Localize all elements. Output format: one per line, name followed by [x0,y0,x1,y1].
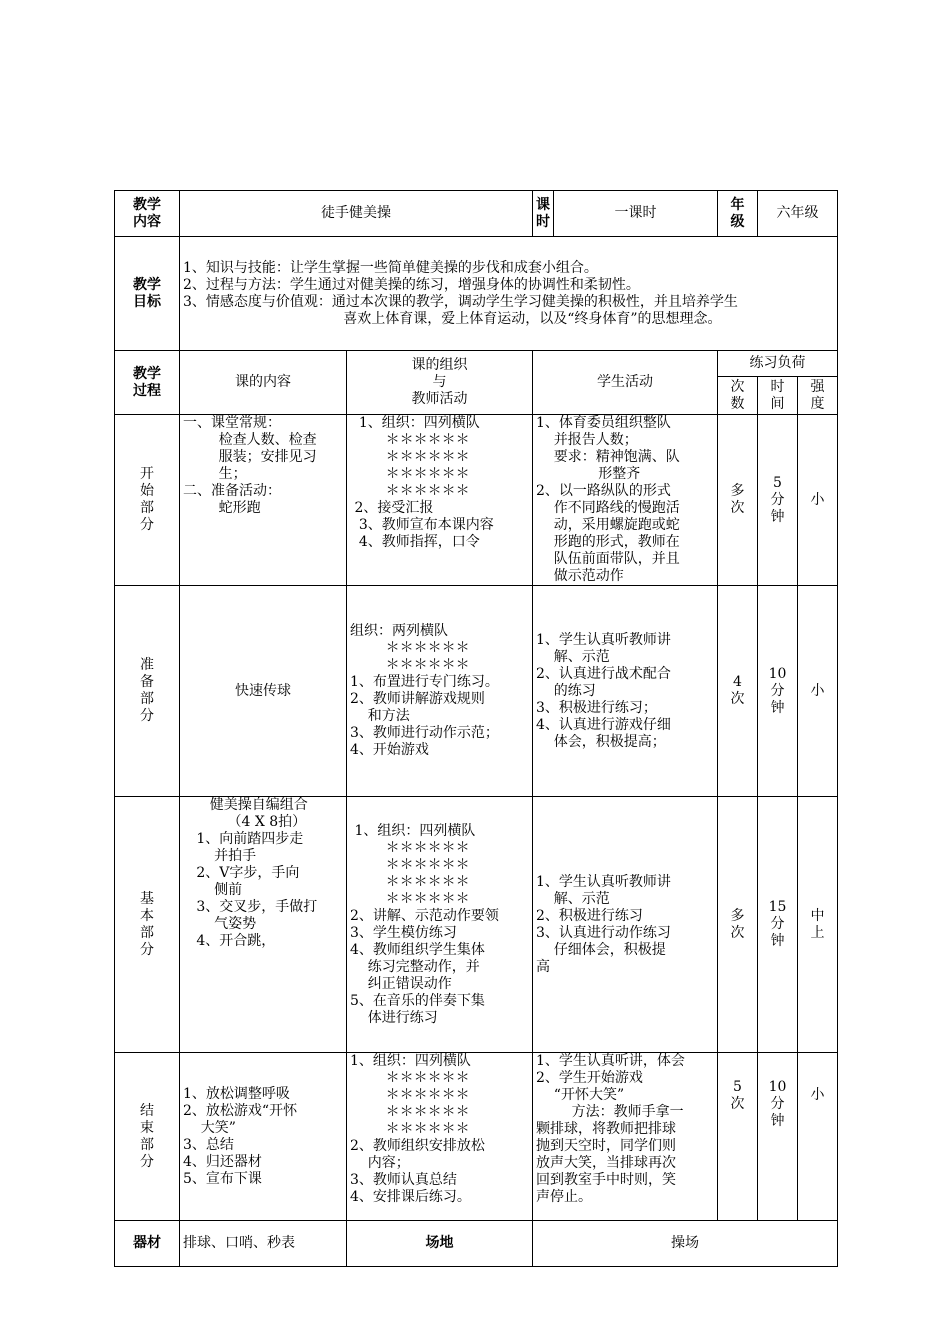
section-student: 1、体育委员组织整队 并报告人数； 要求：精神饱满、队 形整齐 2、以一路纵队的形式 作不同路线的慢跑活 动，采用螺旋跑或蛇 形跑的形式，教师在 队伍前面带队，并且 做示范动作 [533,415,718,586]
goal-line: 1、知识与技能：让学生掌握一些简单健美操的步伐和成套小组合。 [183,259,598,276]
section-time: 10 分 钟 [758,586,798,797]
col-content-header: 课的内容 [180,351,347,415]
section-intensity: 小 [798,415,838,586]
process-header-row [115,351,838,377]
section-label: 基 本 部 分 [115,797,180,1053]
period-value: 一课时 [554,191,718,237]
goal-line: 2、过程与方法：学生通过对健美操的练习，增强身体的协调性和柔韧性。 [183,276,640,293]
section-count: 多 次 [718,415,758,586]
section-label: 结 束 部 分 [115,1053,180,1221]
section-organization: 1、组织：四列横队 ＊＊＊＊＊＊ ＊＊＊＊＊＊ ＊＊＊＊＊＊ ＊＊＊＊＊＊ 2、教师组织安排放松 内容； 3、教师认真总结 4、安排课后练习。 [347,1053,533,1221]
section-intensity: 中 上 [798,797,838,1053]
section-organization: 组织：两列横队 ＊＊＊＊＊＊ ＊＊＊＊＊＊ 1、布置进行专门练习。 2、教师讲解游戏规则 和方法 3、教师进行动作示范； 4、开始游戏 [347,586,533,797]
period-label: 课 时 [533,191,554,237]
content-label: 教学 内容 [115,191,180,237]
col-time-header: 时 间 [758,377,798,415]
venue-label: 场地 [347,1221,533,1267]
col-count-header: 次 数 [718,377,758,415]
footer-row [115,1221,838,1267]
section-content: 一、课堂常规： 检查人数、检查 服装；安排见习 生； 二、准备活动： 蛇形跑 [180,415,347,586]
section-label: 开 始 部 分 [115,415,180,586]
section-label: 准 备 部 分 [115,586,180,797]
section-intensity: 小 [798,1053,838,1221]
section-organization: 1、组织：四列横队 ＊＊＊＊＊＊ ＊＊＊＊＊＊ ＊＊＊＊＊＊ ＊＊＊＊＊＊ 2、接受汇报 3、教师宣布本课内容 4、教师指挥，口令 [347,415,533,586]
col-student-header: 学生活动 [533,351,718,415]
col-intensity-header: 强 度 [798,377,838,415]
section-count: 4 次 [718,586,758,797]
section-time: 10 分 钟 [758,1053,798,1221]
col-load-header: 练习负荷 [718,351,838,377]
grade-value: 六年级 [758,191,838,237]
venue-value: 操场 [533,1221,838,1267]
header-row [115,191,838,237]
section-content: 1、放松调整呼吸 2、放松游戏“开怀 大笑” 3、总结 4、归还器材 5、宣布下课 [180,1053,347,1221]
section-count: 5 次 [718,1053,758,1221]
equipment-label: 器材 [115,1221,180,1267]
section-intensity: 小 [798,586,838,797]
goals-text [180,237,838,351]
goals-row [115,237,838,351]
goal-line: 3、情感态度与价值观：通过本次课的教学，调动学生学习健美操的积极性，并且培养学生 [183,293,738,310]
section-row-start [115,415,838,586]
section-student: 1、学生认真听教师讲 解、示范 2、积极进行练习 3、认真进行动作练习 仔细体会，积极提 高 [533,797,718,1053]
section-time: 5 分 钟 [758,415,798,586]
goals-label: 教学 目标 [115,237,180,351]
section-student: 1、学生认真听讲，体会 2、学生开始游戏 “开怀大笑” 方法：教师手拿一 颗排球，将教师把排球 抛到天空时，同学们则 放声大笑，当排球再次 回到教室手中时则，笑 声停止。 [533,1053,718,1221]
section-student: 1、学生认真听教师讲 解、示范 2、认真进行战术配合 的练习 3、积极进行练习； 4、认真进行游戏仔细 体会，积极提高； [533,586,718,797]
section-time: 15 分 钟 [758,797,798,1053]
content-value: 徒手健美操 [180,191,533,237]
section-count: 多 次 [718,797,758,1053]
equipment-value: 排球、口哨、秒表 [180,1221,347,1267]
section-content: 健美操自编组合 （4 X 8拍） 1、向前踏四步走 并拍手 2、V字步，手向 侧前 3、交叉步，手做打 气姿势 4、开合跳， [180,797,347,1053]
goal-line: 喜欢上体育课，爱上体育运动，以及“终身体育”的思想理念。 [183,310,722,327]
grade-label: 年 级 [718,191,758,237]
col-organization-header: 课的组织 与 教师活动 [347,351,533,415]
section-organization: 1、组织：四列横队 ＊＊＊＊＊＊ ＊＊＊＊＊＊ ＊＊＊＊＊＊ ＊＊＊＊＊＊ 2、讲解、示范动作要领 3、学生模仿练习 4、教师组织学生集体 练习完整动作，并 纠正错误动作 5、在音乐的伴奏下集 体进行练习 [347,797,533,1053]
lesson-plan-table [114,190,838,1267]
process-label: 教学 过程 [115,351,180,415]
section-row-prep [115,586,838,797]
section-row-end [115,1053,838,1221]
section-row-main [115,797,838,1053]
section-content: 快速传球 [180,586,347,797]
